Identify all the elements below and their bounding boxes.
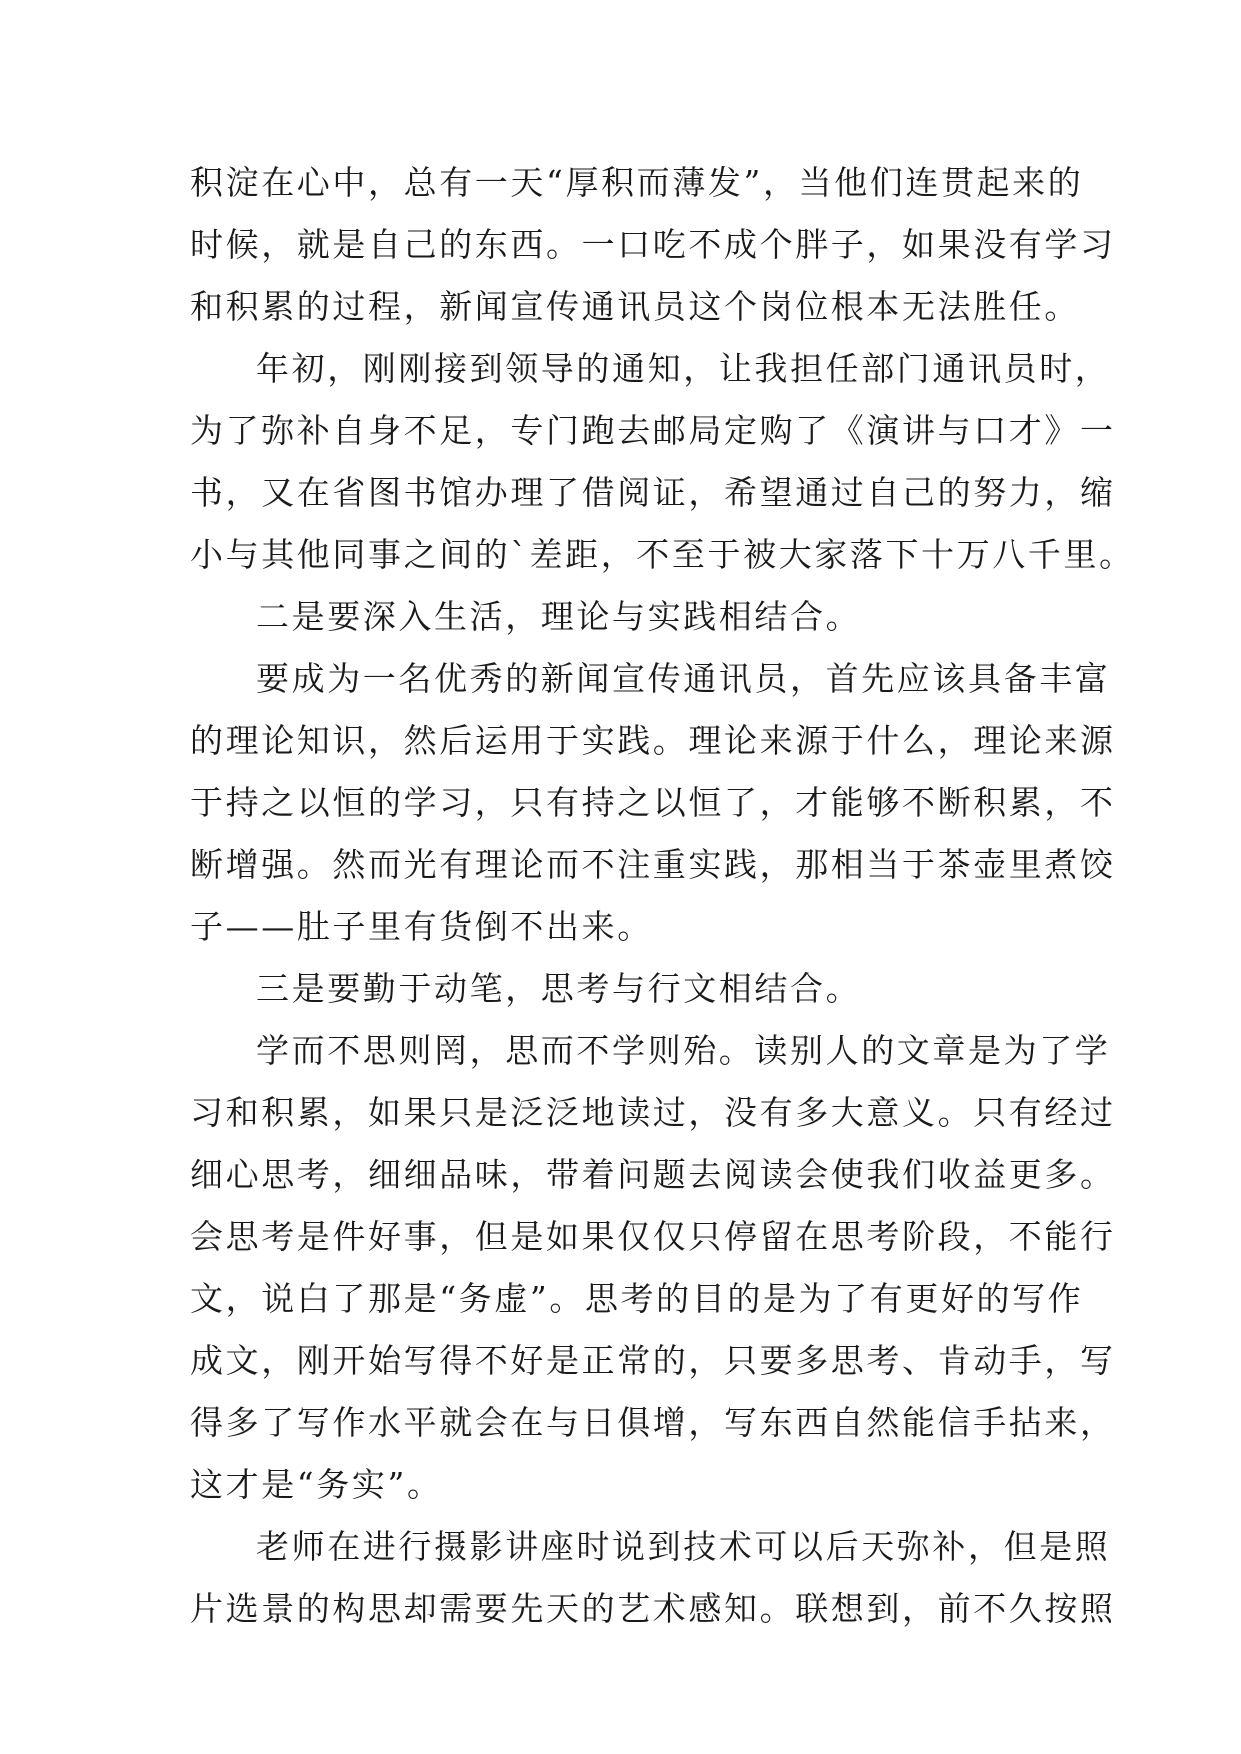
text-line: 三是要勤于动笔，思考与行文相结合。 <box>256 969 862 1008</box>
text-line: 的理论知识，然后运用于实践。理论来源于什么，理论来源 <box>190 721 1116 760</box>
text-line: 积淀在心中，总有一天“厚积而薄发”，当他们连贯起来的 <box>190 163 1084 202</box>
text-line: 这才是“务实”。 <box>190 1465 443 1504</box>
text-line: 会思考是件好事，但是如果仅仅只停留在思考阶段，不能行 <box>190 1217 1116 1256</box>
text-line: 得多了写作水平就会在与日俱增，写东西自然能信手拈来， <box>190 1403 1116 1442</box>
text-line: 片选景的构思却需要先天的艺术感知。联想到，前不久按照 <box>190 1589 1116 1628</box>
text-line: 细心思考，细细品味，带着问题去阅读会使我们收益更多。 <box>190 1155 1116 1194</box>
text-line: 习和积累，如果只是泛泛地读过，没有多大意义。只有经过 <box>190 1093 1116 1132</box>
text-line: 时候，就是自己的东西。一口吃不成个胖子，如果没有学习 <box>190 225 1116 264</box>
text-line: 老师在进行摄影讲座时说到技术可以后天弥补，但是照 <box>256 1527 1111 1566</box>
text-line: 和积累的过程，新闻宣传通讯员这个岗位根本无法胜任。 <box>190 287 1080 326</box>
text-line: 要成为一名优秀的新闻宣传通讯员，首先应该具备丰富 <box>256 659 1111 698</box>
body-text <box>190 152 1135 1640</box>
text-line: 学而不思则罔，思而不学则殆。读别人的文章是为了学 <box>256 1031 1111 1070</box>
text-line: 成文，刚开始写得不好是正常的，只要多思考、肯动手，写 <box>190 1341 1116 1380</box>
text-line: 年初，刚刚接到领导的通知，让我担任部门通讯员时， <box>256 349 1111 388</box>
text-line: 文，说白了那是“务虚”。思考的目的是为了有更好的写作 <box>190 1279 1084 1318</box>
text-line: 断增强。然而光有理论而不注重实践，那相当于茶壶里煮饺 <box>190 845 1116 884</box>
text-line: 小与其他同事之间的`差距，不至于被大家落下十万八千里。 <box>190 535 1135 574</box>
text-line: 二是要深入生活，理论与实践相结合。 <box>256 597 862 636</box>
text-line: 子——肚子里有货倒不出来。 <box>190 907 653 946</box>
text-line: 为了弥补自身不足，专门跑去邮局定购了《演讲与口才》一 <box>190 411 1116 450</box>
text-line: 书，又在省图书馆办理了借阅证，希望通过自己的努力，缩 <box>190 473 1116 512</box>
text-line: 于持之以恒的学习，只有持之以恒了，才能够不断积累，不 <box>190 783 1116 822</box>
